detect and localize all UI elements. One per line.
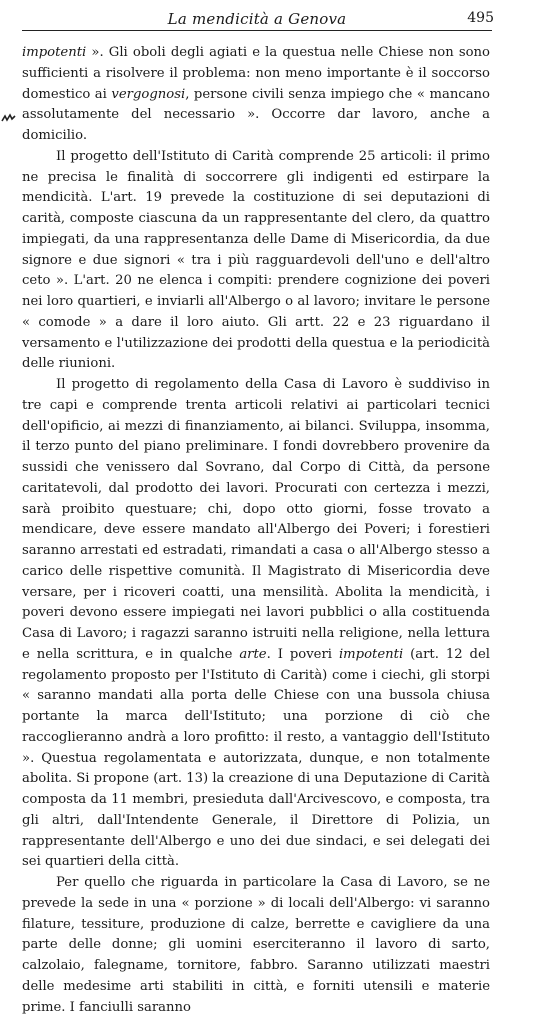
italic-text: vergognosi xyxy=(111,86,186,102)
body-text xyxy=(22,43,490,1018)
text-run: (art. 12 del regolamento proposto per l'Istituto di Carità) come i ciechi, gli storpi « saranno mandati alla porta delle Chiese con una bussola chiusa portante la marca dell'Istituto; una porzione di ciò che raccoglieranno andrà a loro profitto: il resto, a vantaggio dell'Istituto ». Questua regolamentata e autorizzata, dunque, e non totalmente abolita. Si propone (art. 13) la creazione di una Deputazione di Carità composta da 11 membri, presieduta dall'Arcivescovo, e composta, tra gli altri, dall'Intendente Generale, il Direttore di Polizia, un rappresentante dell'Albergo e uno dei due sindaci, e sei delegati dei sei quartieri della città. xyxy=(22,646,491,870)
text-run: Per quello che riguarda in particolare la Casa di Lavoro, se ne prevede la sede in una « porzione » di locali dell'Albergo: vi saranno filature, tessiture, produzione di calze, berrette e cavigliere da una parte delle donne; gli uomini eserciteranno il lavoro di sarto, calzolaio, falegname, tornitore, fabbro. Saranno utilizzati maestri delle medesime arti stabiliti in città, e forniti utensili e materie prime. I fanciulli saranno xyxy=(22,875,490,1015)
italic-text: arte xyxy=(239,646,267,662)
text-run: . I poveri xyxy=(266,646,339,662)
paragraph xyxy=(22,147,490,375)
text-run: ». Gli oboli degli agiati e la questua nelle Chiese non sono sufficienti a risolvere il problema: non meno importante è il soccorso domestico ai xyxy=(22,45,490,102)
running-title: La mendicità a Genova xyxy=(167,10,347,28)
italic-text: impotenti xyxy=(338,646,404,662)
text-run: Il progetto di regolamento della Casa di Lavoro è suddiviso in tre capi e comprende trenta articoli relativi ai particolari tecnici dell'opificio, ai mezzi di finanziamento, ai bilanci. Sviluppa, insomma, il terzo punto del piano preliminare. I fondi dovrebbero provenire da sussidi che venissero dal Sovrano, dal Corpo di Città, da persone caritatevoli, dal prodotto dei lavori. Procurati con certezza i mezzi, sarà proibito questuare; chi, dopo otto giorni, fosse trovato a mendicare, deve essere mandato all'Albergo dei Poveri; i forestieri saranno arrestati ed estradati, rimandati a casa o all'Albergo stesso a carico delle rispettive comunità. Il Magistrato di Misericordia deve versare, per i ricoveri coatti, una mensilità. Abolita la mendicità, i poveri devono essere impiegati nei lavori pubblici o alla costituenda Casa di Lavoro; i ragazzi saranno istruiti nella religione, nella lettura e nella scrittura, e in qualche xyxy=(22,377,490,662)
margin-ink-mark xyxy=(1,113,17,123)
paragraph xyxy=(22,43,490,147)
text-run: Il progetto dell'Istituto di Carità comprende 25 articoli: il primo ne precisa le finalità di soccorrere gli indigenti ed estirpare la mendicità. L'art. 19 prevede la costituzione di sei deputazioni di carità, composte ciascuna da un rappresentante del clero, da quattro impiegati, da una rappresentanza delle Dame di Misericordia, da due signore e due signori « tra i più ragguardevoli dell'uno e dell'altro ceto ». L'art. 20 ne elenca i compiti: prendere cognizione dei poveri nei loro quartieri, e inviarli all'Albergo o al lavoro; invitare le persone « comode » a dare il loro aiuto. Gli artt. 22 e 23 riguardano il versamento e l'utilizzazione dei prodotti della questua e la periodicità delle riunioni. xyxy=(22,148,490,372)
text-run: , persone civili senza impiego che « mancano assolutamente del necessario ». Occorre dar lavoro, anche a domicilio. xyxy=(22,86,490,143)
italic-text: impotenti xyxy=(22,45,87,60)
paragraph xyxy=(22,375,490,873)
running-head xyxy=(22,6,492,31)
paragraph xyxy=(22,873,490,1018)
page-number: 495 xyxy=(467,10,494,26)
